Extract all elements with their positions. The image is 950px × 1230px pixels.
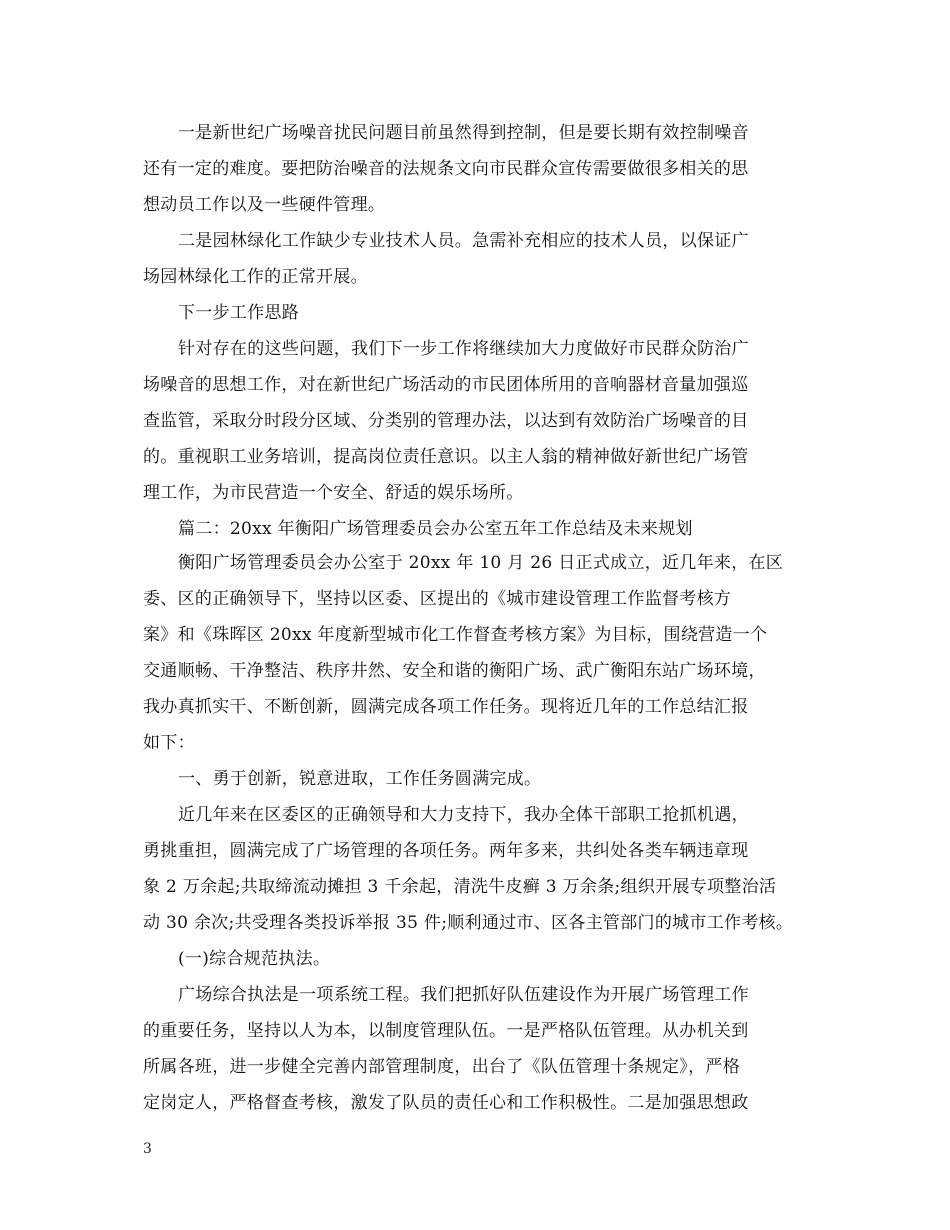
text-line: 针对存在的这些问题，我们下一步工作将继续加大力度做好市民群众防治广	[178, 339, 749, 359]
text-line: 案》和《珠晖区 20xx 年度新型城市化工作督查考核方案》为目标，围绕营造一个	[143, 625, 768, 645]
text-line: 查监管，采取分时段分区域、分类别的管理办法，以达到有效防治广场噪音的目	[143, 411, 749, 431]
page-number: 3	[143, 1141, 152, 1157]
section-heading: 下一步工作思路	[178, 303, 300, 323]
section-heading: (一)综合规范执法。	[178, 949, 331, 969]
text-line: 广场综合执法是一项系统工程。我们把抓好队伍建设作为开展广场管理工作	[178, 985, 749, 1005]
text-line: 的。重视职工业务培训，提高岗位责任意识。以主人翁的精神做好新世纪广场管	[143, 447, 749, 467]
text-line: 近几年来在区委区的正确领导和大力支持下，我办全体干部职工抢抓机遇，	[178, 805, 749, 825]
text-line: 还有一定的难度。要把防治噪音的法规条文向市民群众宣传需要做很多相关的思	[143, 159, 749, 179]
text-line: 理工作，为市民营造一个安全、舒适的娱乐场所。	[143, 483, 524, 503]
text-line: 衡阳广场管理委员会办公室于 20xx 年 10 月 26 日正式成立，近几年来，在区	[178, 553, 784, 573]
text-line: 的重要任务，坚持以人为本，以制度管理队伍。一是严格队伍管理。从办机关到	[143, 1021, 749, 1041]
text-line: 动 30 余次;共受理各类投诉举报 35 件;顺利通过市、区各主管部门的城市工作考核。	[143, 913, 794, 933]
text-line: 我办真抓实干、不断创新，圆满完成各项工作任务。现将近几年的工作总结汇报	[143, 697, 749, 717]
section-heading: 篇二：20xx 年衡阳广场管理委员会办公室五年工作总结及未来规划	[178, 519, 693, 539]
text-line: 委、区的正确领导下，坚持以区委、区提出的《城市建设管理工作监督考核方	[143, 589, 732, 609]
text-line: 象 2 万余起;共取缔流动摊担 3 千余起，清洗牛皮癣 3 万余条;组织开展专项整治活	[143, 877, 777, 897]
text-line: 所属各班，进一步健全完善内部管理制度，出台了《队伍管理十条规定》，严格	[143, 1057, 740, 1077]
text-line: 场噪音的思想工作，对在新世纪广场活动的市民团体所用的音响器材音量加强巡	[143, 375, 749, 395]
text-line: 二是园林绿化工作缺少专业技术人员。急需补充相应的技术人员，以保证广	[178, 231, 749, 251]
text-line: 一是新世纪广场噪音扰民问题目前虽然得到控制，但是要长期有效控制噪音	[178, 123, 749, 143]
text-line: 想动员工作以及一些硬件管理。	[143, 195, 386, 215]
text-line: 如下：	[143, 733, 195, 753]
text-line: 交通顺畅、干净整洁、秩序井然、安全和谐的衡阳广场、武广衡阳东站广场环境，	[143, 661, 766, 681]
text-line: 定岗定人，严格督查考核，激发了队员的责任心和工作积极性。二是加强思想政	[143, 1093, 749, 1113]
text-line: 勇挑重担，圆满完成了广场管理的各项任务。两年多来，共纠处各类车辆违章现	[143, 841, 749, 861]
section-heading: 一、勇于创新，锐意进取，工作任务圆满完成。	[178, 769, 542, 789]
text-line: 场园林绿化工作的正常开展。	[143, 267, 368, 287]
